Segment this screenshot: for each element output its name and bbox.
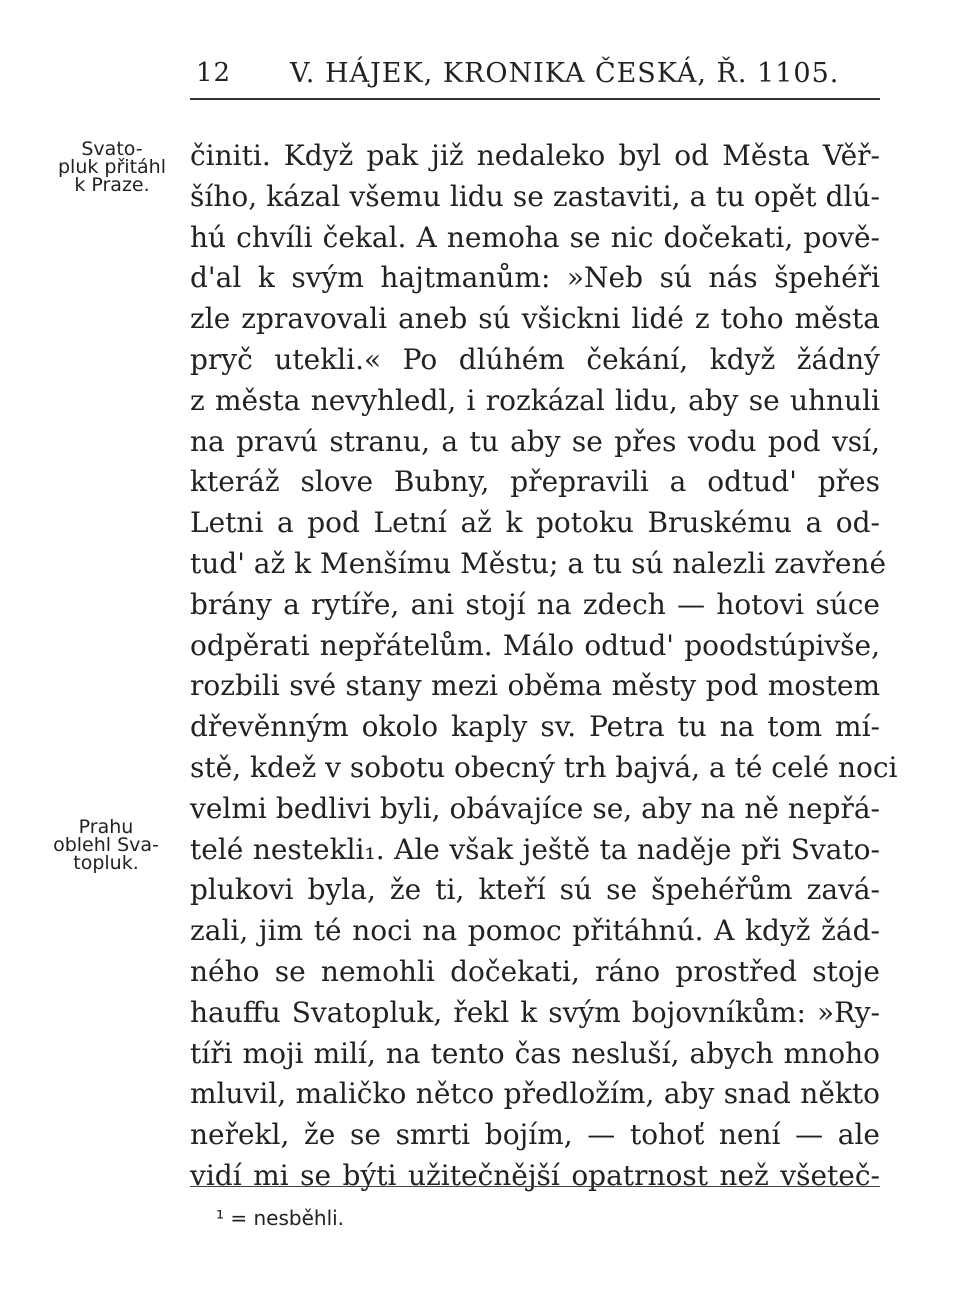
text-line: hauffu Svatopluk, řekl k svým bojovníkům: »Ry- bbox=[190, 995, 880, 1029]
text-line: ného se nemohli dočekati, ráno prostřed stoje bbox=[190, 954, 880, 988]
margin-note-line: k Praze. bbox=[74, 174, 150, 196]
text-line: rozbili své stany mezi oběma městy pod mostem bbox=[190, 669, 880, 703]
text-line: d'al k svým hajtmanům: »Neb sú nás špehéři bbox=[190, 261, 880, 295]
header-rule bbox=[190, 98, 880, 100]
footnote-rule bbox=[190, 1186, 880, 1187]
text-line: neřekl, že se smrti bojím, — tohoť není — ale bbox=[190, 1118, 880, 1152]
text-line: šího, kázal všemu lidu se zastaviti, a tu opět dlú- bbox=[190, 179, 880, 213]
body-text bbox=[190, 136, 898, 1197]
text-line: z města nevyhledl, i rozkázal lidu, aby se uhnuli bbox=[190, 383, 880, 417]
running-title: V. HÁJEK, KRONIKA ČESKÁ, Ř. 1105. bbox=[290, 58, 840, 89]
margin-note-svatopluk-pritahl bbox=[42, 140, 182, 194]
text-line: zle zpravovali aneb sú všickni lidé z toho města bbox=[190, 302, 880, 336]
margin-note-line: Svato- bbox=[81, 138, 143, 160]
text-line: odpěrati nepřátelům. Málo odtud' poodstúpivše, bbox=[190, 628, 880, 662]
page-number: 12 bbox=[196, 58, 232, 88]
text-line: stě, kdež v sobotu obecný trh bajvá, a té celé noci bbox=[190, 750, 898, 784]
footnote: ¹ = nesběhli. bbox=[216, 1206, 345, 1230]
text-line: dřevěnným okolo kaply sv. Petra tu na tom mí- bbox=[190, 710, 880, 744]
margin-note-line: oblehl Sva- bbox=[53, 834, 159, 856]
margin-note-line: topluk. bbox=[73, 852, 139, 874]
text-line: pryč utekli.« Po dlúhém čekání, když žádný bbox=[190, 342, 880, 376]
text-line: na pravú stranu, a tu aby se přes vodu pod vsí, bbox=[190, 424, 880, 458]
text-line: velmi bedlivi byli, obávajíce se, aby na ně nepřá- bbox=[190, 791, 880, 825]
text-line: tud' až k Menšímu Městu; a tu sú nalezli zavřené bbox=[190, 546, 887, 580]
text-line: mluvil, maličko nětco předložím, aby snad někto bbox=[190, 1077, 880, 1111]
text-line: telé nestekli₁. Ale však ještě ta naděje při Svato- bbox=[190, 832, 880, 866]
text-line: kteráž slove Bubny, přepravili a odtud' přes bbox=[190, 465, 880, 499]
page-header bbox=[0, 58, 960, 98]
margin-note-prahu-oblehl bbox=[36, 818, 176, 872]
text-line: zali, jim té noci na pomoc přitáhnú. A když žád- bbox=[190, 914, 880, 948]
text-line: Letni a pod Letní až k potoku Bruskému a od- bbox=[190, 506, 880, 540]
text-line: hú chvíli čekal. A nemoha se nic dočekati, pově- bbox=[190, 220, 880, 254]
text-line: činiti. Když pak již nedaleko byl od Města Věř- bbox=[190, 139, 880, 172]
text-line: brány a rytíře, ani stojí na zdech — hotovi súce bbox=[190, 587, 880, 621]
text-line: vidí mi se býti užitečnější opatrnost než všeteč- bbox=[190, 1158, 880, 1192]
text-line: tíři moji milí, na tento čas nesluší, abych mnoho bbox=[190, 1036, 880, 1070]
margin-note-line: pluk přitáhl bbox=[58, 156, 166, 178]
text-line: plukovi byla, že ti, kteří sú se špehéřům zavá- bbox=[190, 873, 880, 907]
margin-note-line: Prahu bbox=[78, 816, 134, 838]
